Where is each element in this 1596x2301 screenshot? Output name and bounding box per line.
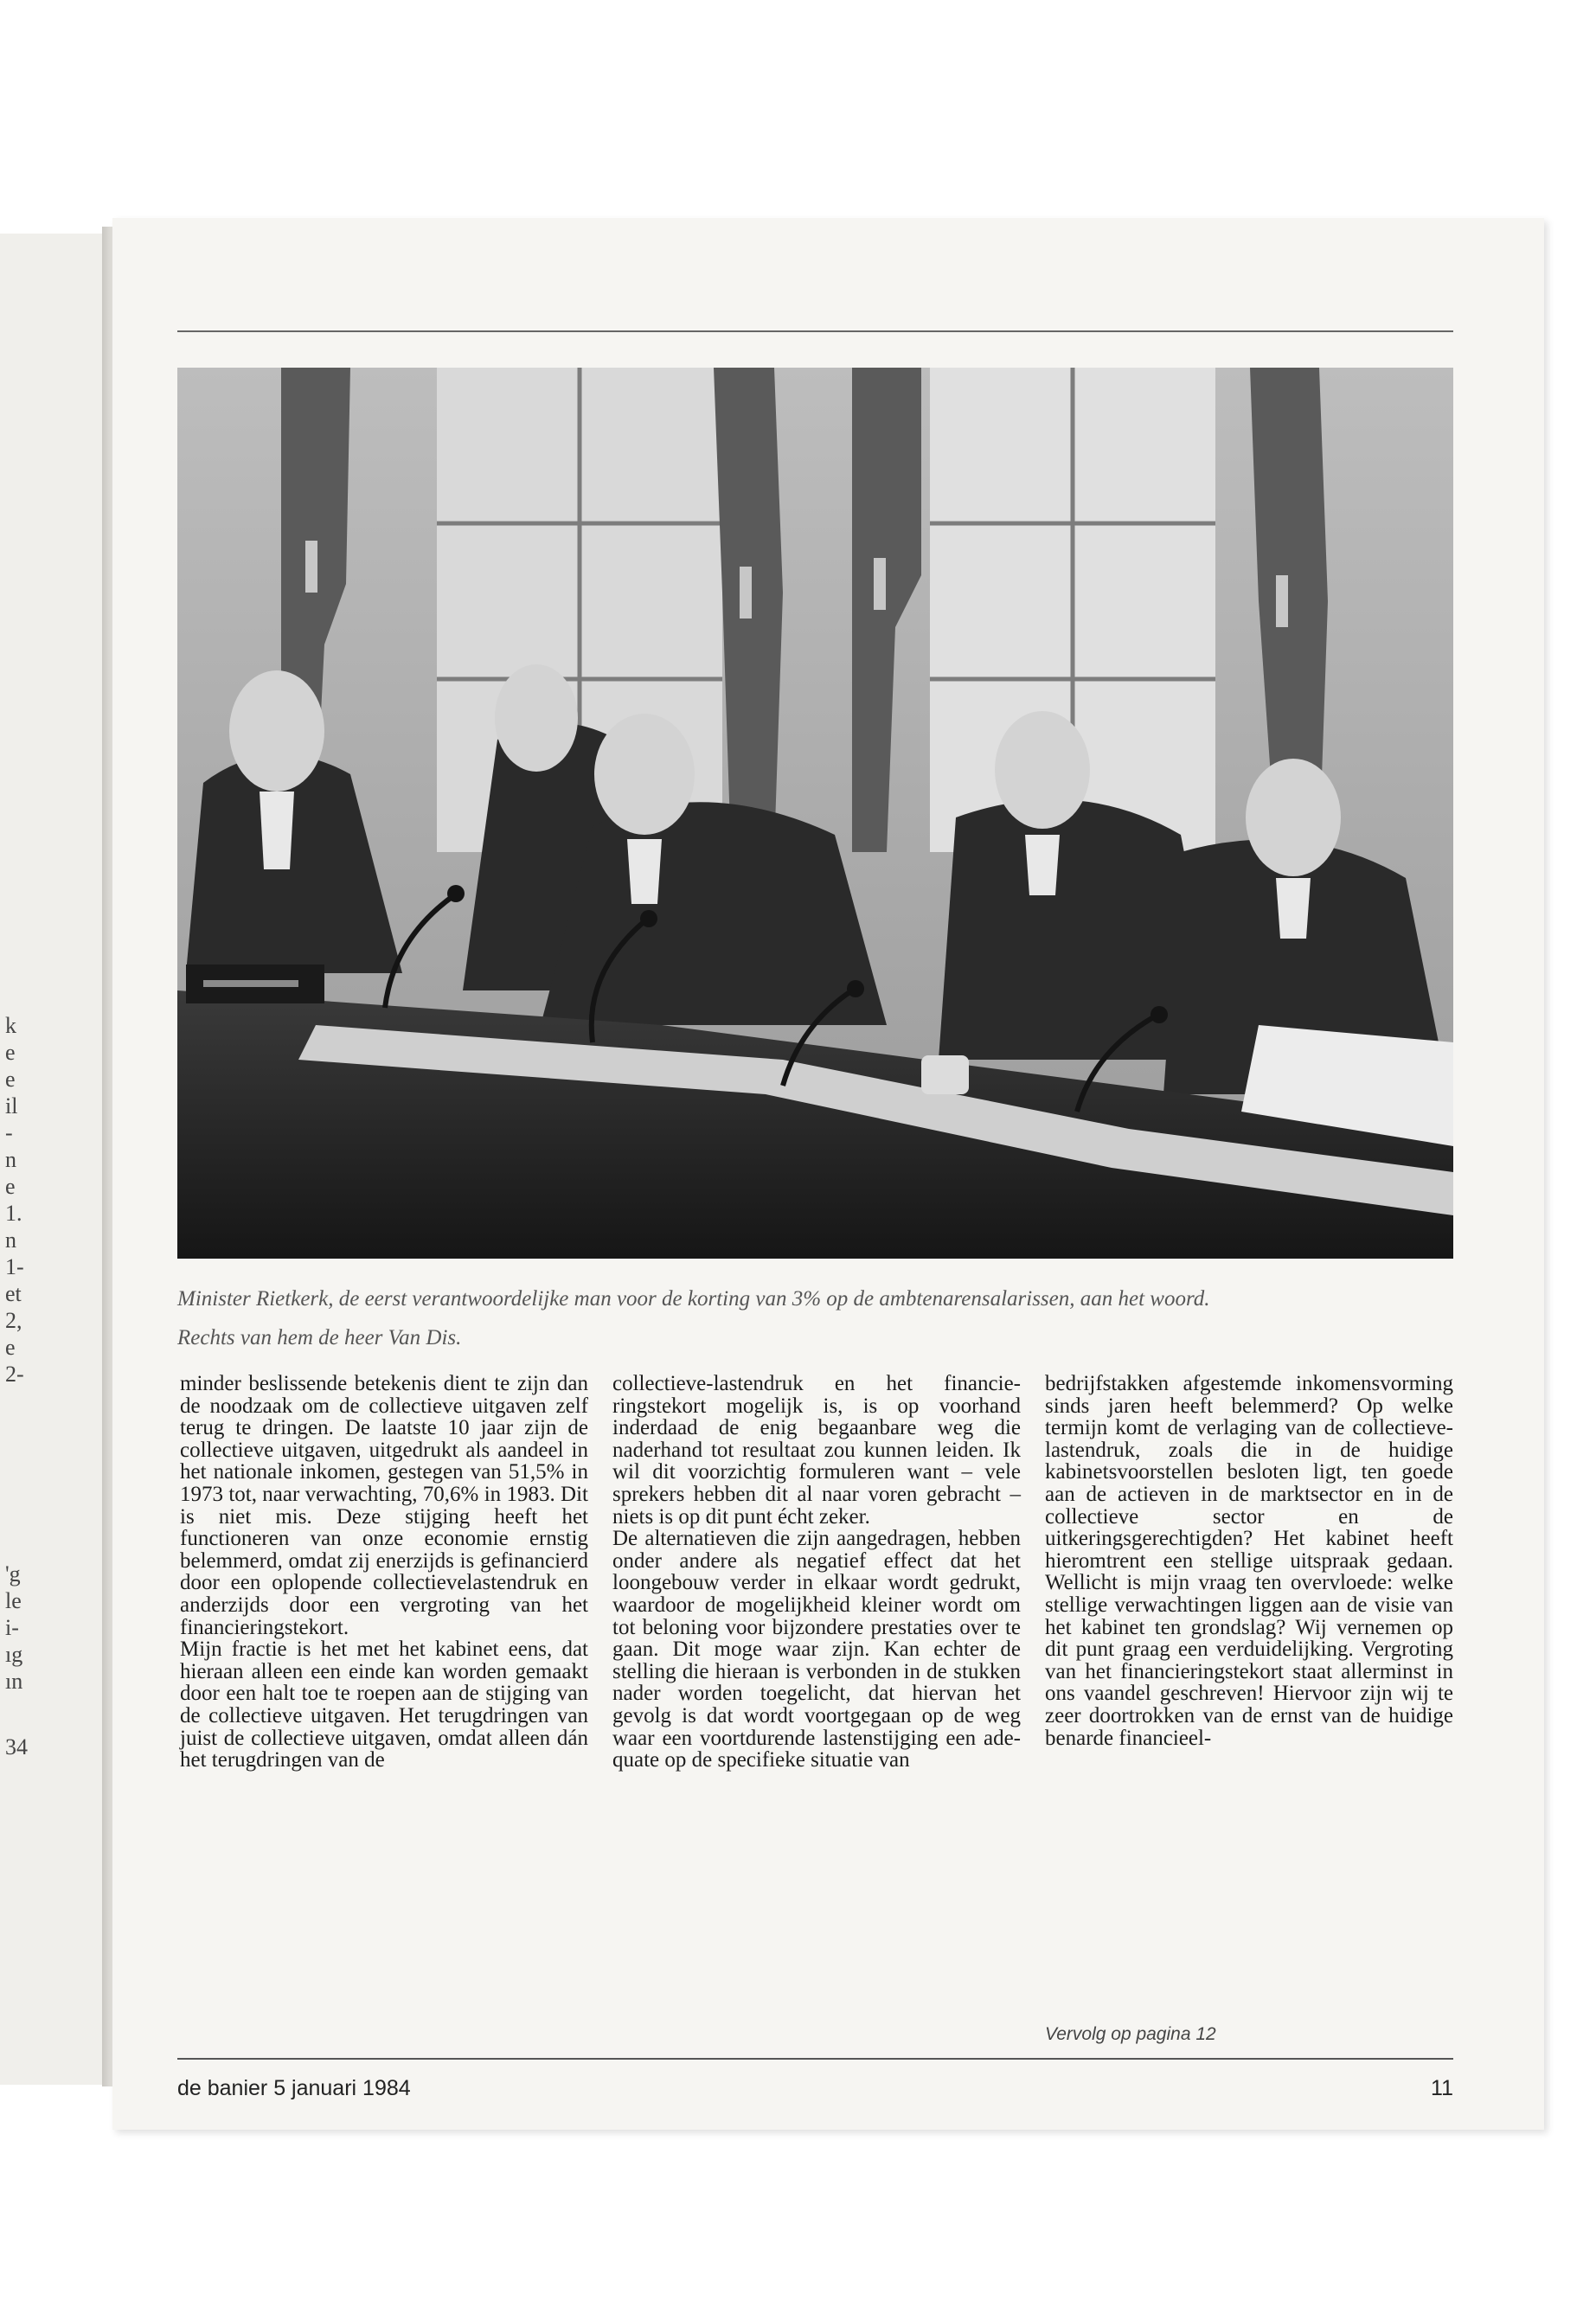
fragment: il xyxy=(5,1093,18,1118)
fragment: e xyxy=(5,1067,16,1092)
fragment: ıg xyxy=(5,1642,23,1667)
paragraph: collectieve-lastendruk en het financieringstekort mogelijk is, is op voorhand inderdaad de enig begaanbare weg die naderhand tot resultaat zou kunnen leiden. Ik wil dit voorzichtig formuleren want – vele sprekers hebben dit al naar voren gebracht – niets is op dit punt écht zeker. xyxy=(612,1372,1021,1529)
caption-line: Rechts van hem de heer Van Dis. xyxy=(177,1326,462,1349)
photo-illustration xyxy=(177,368,1453,1259)
fragment: - xyxy=(5,1120,13,1145)
fragment: e xyxy=(5,1174,16,1199)
publication-date: de banier 5 januari 1984 xyxy=(177,2076,411,2100)
fragment: et xyxy=(5,1281,22,1306)
article-column-2 xyxy=(612,1373,1021,1772)
paragraph: De alternatieven die zijn aangedragen, hebben onder andere als negatief effect dat het loongebouw verder in elkaar wordt gedrukt, waardoor de mogelijkheid kleiner wordt om tot beloning voor bijzondere prestaties over te gaan. Dit moge waar zijn. Kan echter de stelling die hieraan is verbonden in de stukken nader worden toegelicht, dat hiervan het gevolg is dat wordt voortgegaan op de weg waar een voortdurende lastenstijging een adequate op de specifieke situatie van xyxy=(612,1527,1021,1772)
fragment: e xyxy=(5,1335,16,1360)
fragment: 34 xyxy=(5,1734,28,1759)
fragment: 'g xyxy=(5,1561,21,1586)
top-rule xyxy=(177,330,1453,332)
fragment: n xyxy=(5,1147,16,1172)
paragraph: bedrijfstakken afgestemde inkomensvorming sinds jaren heeft belemmerd? Op welke termijn komt de verlaging van de collectieve-lastendruk, zoals die in de huidige kabinetsvoorstellen besloten ligt, ten goede aan de actieven in de marktsector en in de collectieve sector en de uitkeringsgerechtigden? Het kabinet heeft hieromtrent een stellige uitspraak gedaan. Wellicht is mijn vraag ten overvloede: welke stellige verwachtingen liggen aan de visie van het kabinet ten grondslag? Wij vernemen op dit punt graag een verduidelijking. Vergroting van het financieringstekort staat allerminst in ons vaandel geschreven! Hiervoor zijn wij te zeer doortrokken van de ernst van de huidige benarde financieel- xyxy=(1045,1372,1453,1750)
fragment: 1- xyxy=(5,1254,24,1279)
fragment: 2- xyxy=(5,1362,24,1387)
fragment: le xyxy=(5,1588,22,1613)
photo-caption xyxy=(177,1279,1453,1357)
magazine-page xyxy=(112,218,1544,2130)
fragment: k xyxy=(5,1013,16,1038)
fragment: 1. xyxy=(5,1201,22,1226)
news-photo xyxy=(177,368,1453,1259)
fragment: n xyxy=(5,1227,16,1253)
fragment: ın xyxy=(5,1669,23,1694)
paragraph: Mijn fractie is het met het kabinet eens, dat hieraan alleen een einde kan worden gemaakt door een halt toe te roepen aan de stijging van de collectieve uitgaven. Het terugdringen van juist de collectieve uitgaven, omdat alleen dán het terugdringen van de xyxy=(180,1638,588,1772)
previous-page-strip xyxy=(0,234,106,2085)
article-column-1 xyxy=(180,1373,588,1772)
bottom-rule xyxy=(177,2058,1453,2060)
continued-on-page: Vervolg op pagina 12 xyxy=(1045,2024,1216,2044)
fragment: e xyxy=(5,1040,16,1065)
article-column-3 xyxy=(1045,1373,1453,1749)
paragraph: minder beslissende betekenis dient te zijn dan de noodzaak om de collectieve uitgaven zelf terug te dringen. De laatste 10 jaar zijn de collectieve uitgaven, uitgedrukt als aandeel in het nationale inkomen, gestegen van 51,5% in 1973 tot, naar verwachting, 70,6% in 1983. Dit is niet mis. Deze stijging heeft het functioneren van onze economie ernstig belemmerd, omdat zij enerzijds is gefinancierd door een oplopende collectievelastendruk en anderzijds door een vergroting van het financieringstekort. xyxy=(180,1372,588,1639)
caption-line: Minister Rietkerk, de eerst verantwoordelijke man voor de korting van 3% op de ambtenarensalarissen, aan het woord. xyxy=(177,1287,1210,1311)
fragment: i- xyxy=(5,1615,19,1640)
previous-page-text-fragments xyxy=(5,1012,57,1760)
page-number: 11 xyxy=(1431,2076,1453,2100)
fragment: 2, xyxy=(5,1308,22,1333)
